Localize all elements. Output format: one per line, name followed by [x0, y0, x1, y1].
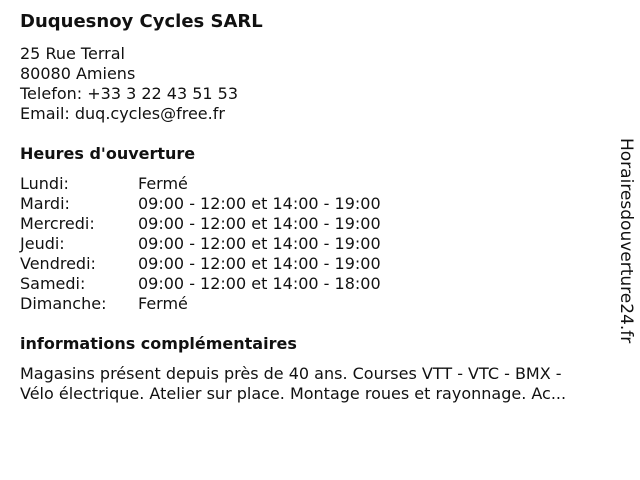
- info-description: [20, 364, 620, 404]
- city-address: 80080 Amiens: [20, 64, 136, 83]
- info-line-1: Magasins présent depuis près de 40 ans. Courses VTT - VTC - BMX -: [20, 364, 562, 383]
- email-address: Email: duq.cycles@free.fr: [20, 104, 225, 123]
- hours-row-tuesday: [20, 194, 381, 214]
- info-heading: informations complémentaires: [20, 334, 297, 353]
- hours-row-sunday: [20, 294, 381, 314]
- day-hours: Fermé: [138, 174, 188, 193]
- day-hours: 09:00 - 12:00 et 14:00 - 19:00: [138, 234, 381, 253]
- hours-table: [20, 174, 381, 314]
- day-hours: Fermé: [138, 294, 188, 313]
- day-hours: 09:00 - 12:00 et 14:00 - 19:00: [138, 214, 381, 233]
- hours-heading: Heures d'ouverture: [20, 144, 196, 163]
- info-line-2: Vélo électrique. Atelier sur place. Montage roues et rayonnage. Ac...: [20, 384, 567, 403]
- day-hours: 09:00 - 12:00 et 14:00 - 18:00: [138, 274, 381, 293]
- day-hours: 09:00 - 12:00 et 14:00 - 19:00: [138, 194, 381, 213]
- day-label: Mardi:: [20, 194, 70, 213]
- contact-block: [20, 44, 238, 124]
- phone-number: Telefon: +33 3 22 43 51 53: [20, 84, 239, 103]
- day-label: Vendredi:: [20, 254, 96, 273]
- hours-row-wednesday: [20, 214, 381, 234]
- day-label: Dimanche:: [20, 294, 107, 313]
- day-hours: 09:00 - 12:00 et 14:00 - 19:00: [138, 254, 381, 273]
- day-label: Lundi:: [20, 174, 69, 193]
- hours-row-monday: [20, 174, 381, 194]
- hours-row-saturday: [20, 274, 381, 294]
- day-label: Jeudi:: [20, 234, 65, 253]
- street-address: 25 Rue Terral: [20, 44, 125, 63]
- day-label: Mercredi:: [20, 214, 95, 233]
- business-name: Duquesnoy Cycles SARL: [20, 11, 263, 32]
- hours-row-thursday: [20, 234, 381, 254]
- day-label: Samedi:: [20, 274, 86, 293]
- hours-row-friday: [20, 254, 381, 274]
- site-watermark: Horairesdouverture24.fr: [616, 138, 636, 344]
